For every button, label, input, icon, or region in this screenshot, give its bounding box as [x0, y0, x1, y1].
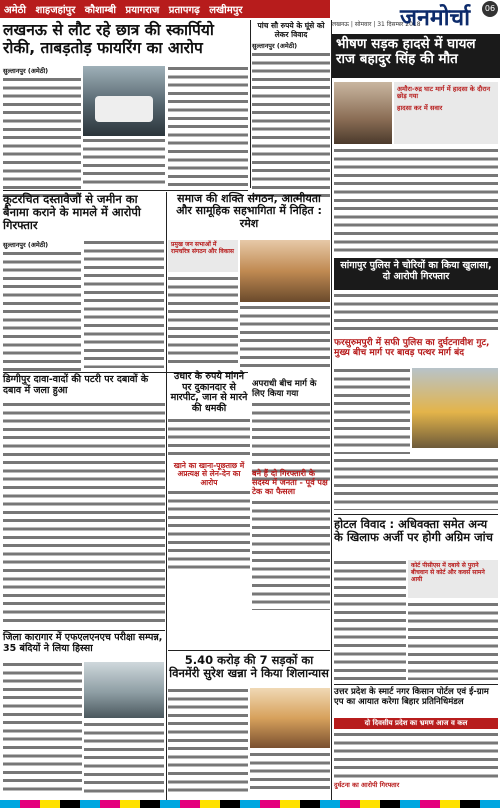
story-6	[337, 261, 495, 282]
column-rule	[166, 192, 167, 800]
body-text	[84, 722, 164, 794]
body-text	[3, 77, 81, 197]
car-photo	[83, 66, 165, 136]
story-4	[3, 193, 163, 232]
story-7	[334, 338, 498, 358]
body-text	[334, 732, 498, 780]
byline: सुल्तानपुर (अमेठी)	[252, 42, 298, 51]
story-13	[3, 633, 165, 654]
bullet-point: अमौरा-रुद्र घाट मार्ग में हादसा के दौरान छोड़ गया	[397, 85, 491, 101]
city-tag[interactable]: अमेठी	[4, 5, 27, 16]
story-12-body	[408, 602, 498, 680]
divider	[3, 630, 165, 631]
ceremony-photo	[250, 688, 330, 748]
headline: होटल विवाद : अधिवक्ता समेत अन्य के खिलाफ अर्जी पर होगी अग्रिम जांच	[334, 517, 493, 544]
story-15	[334, 688, 498, 707]
bullet-point: हादसा कर में सवार	[397, 103, 443, 112]
city-tag[interactable]: लखीमपुर	[209, 5, 243, 16]
story-15-body	[334, 732, 498, 789]
divider	[3, 190, 248, 191]
story-4-body	[84, 240, 164, 368]
story-5	[168, 193, 330, 230]
bulldozer-photo	[412, 368, 498, 448]
lead-story-body	[83, 138, 165, 186]
body-text	[334, 560, 406, 680]
story-14-body	[168, 688, 248, 794]
story-8-body	[3, 402, 165, 626]
masthead	[330, 0, 500, 34]
story-14	[168, 654, 330, 680]
body-text	[3, 251, 81, 371]
body-text	[334, 458, 498, 510]
column-rule	[250, 20, 251, 188]
divider	[168, 650, 330, 651]
headline: 5.40 करोड़ की 7 सड़कों का विनमेंरी सुरेश खन्ना ने किया शिलान्यास	[169, 653, 329, 680]
body-text	[3, 402, 165, 626]
divider	[334, 514, 498, 515]
body-text	[168, 418, 250, 458]
story-14-body	[250, 752, 330, 794]
color-registration-strip	[0, 800, 500, 808]
body-text	[252, 52, 330, 202]
headline: सांगापुर पुलिस ने चोरियों का किया खुलासा, दो आरोपी गिरफ्तार	[340, 260, 492, 282]
event-photo	[240, 240, 330, 302]
body-text	[84, 240, 164, 368]
story-3	[336, 37, 496, 67]
body-text	[3, 662, 82, 794]
story-9	[252, 380, 330, 482]
body-text	[168, 688, 248, 794]
body-text	[408, 602, 498, 680]
body-text	[334, 368, 410, 454]
headline: बने हैं दो गिरफ्तारी के सदस्य में जनता - पूर्व पक्ष टेक का फैसला	[252, 469, 328, 496]
divider	[334, 684, 498, 685]
headline: फरसुरुमपुरी में सफी पुलिस का दुर्घटनावीश गुट, मुख्य बीच मार्ग पर बावड़ पत्थर मार्ग बंद	[334, 338, 490, 359]
story-15-sub	[336, 719, 496, 727]
byline: सुल्तानपुर (अमेठी)	[3, 241, 49, 249]
story-8	[3, 375, 165, 396]
body-text	[240, 305, 330, 367]
body-text	[168, 66, 248, 186]
city-tag[interactable]: शाहजहांपुर	[35, 5, 76, 16]
story-7-body	[334, 368, 410, 454]
city-list	[4, 2, 249, 16]
body-text	[252, 500, 330, 610]
story-13-body	[84, 722, 164, 794]
body-text	[334, 148, 498, 254]
story-5-body	[240, 305, 330, 367]
story-2	[252, 22, 330, 202]
headline: अपराधी बीच मार्ग के लिए किया गया	[252, 379, 317, 399]
story-13-body	[3, 662, 82, 794]
headline: लखनऊ से लौट रहे छात्र की स्कार्पियो	[3, 21, 214, 39]
headline: डिग्गीपुर दावा-वादों की पटरी पर दबावों के दबाव में जला हुआ	[3, 374, 149, 396]
headline: समाज की शक्ति संगठन, आत्मीयता और सामूहिक सहभागिता में निहित : रमेश	[176, 192, 322, 230]
jail-photo	[84, 662, 164, 718]
body-text	[83, 138, 165, 186]
lead-story	[3, 22, 248, 58]
subheading: दो दिवसीय प्रदेश का भ्रमण आज व कल	[364, 719, 468, 727]
story-5-body	[168, 276, 238, 366]
headline: भीषण सड़क हादसे में घायल राज बहादुर सिंह की मौत	[336, 36, 476, 68]
bullet-list	[411, 563, 496, 584]
bullet-list	[171, 242, 236, 256]
kicker: पांच सौ रुपये के घूंसे को लेकर विवाद	[257, 21, 325, 39]
story-7-body	[334, 458, 498, 510]
newspaper-brand: जनमोर्चा	[400, 4, 471, 31]
headline: जिला कारागार में एफएलएनएच परीक्षा सम्पन्न, 35 बंदियों ने लिया हिस्सा	[3, 632, 163, 654]
story-11	[252, 470, 330, 610]
body-text	[168, 490, 250, 572]
dateline: लखनऊ | सोमवार | 31 दिसम्बर 2018	[332, 21, 421, 28]
bullet-list	[397, 86, 495, 112]
body-text	[334, 293, 498, 335]
headline: रोकी, ताबड़तोड़ फायरिंग का आरोप	[3, 39, 203, 58]
victim-photo	[334, 82, 392, 144]
subheading: दुर्घटना का आरोपी गिरफ्तार	[334, 781, 400, 789]
city-tag[interactable]: प्रयागराज	[125, 5, 160, 16]
headline: कूटरचित दस्तावेजों से जमीन का बैनामा कराने के मामले में आरोपी गिरफ्तार	[3, 192, 141, 232]
story-3-body	[334, 148, 498, 254]
headline: उधार के रुपये मांगने पर दुकानदार से मारपीट, जान से मारने की धमकी	[170, 371, 248, 414]
story-6-body	[334, 293, 498, 335]
column-rule	[331, 20, 332, 800]
body-text	[250, 752, 330, 794]
lead-story-body	[3, 66, 81, 197]
subheading: खाने का खाना-पूछताछ में अप्रत्यक्ष से लेन-देन का आरोप	[173, 460, 245, 487]
byline: सुल्तानपुर (अमेठी)	[3, 67, 49, 75]
story-10	[168, 372, 250, 572]
city-tag[interactable]: प्रतापगढ़	[168, 5, 200, 16]
story-12-body	[334, 560, 406, 680]
headline: उत्तर प्रदेश के स्मार्ट नगर किसान पोर्टल एवं ई-ग्राम एप का आयात करेगा बिहार प्रतिनिधिमंडल	[334, 687, 489, 707]
bullet-point: कोर्ट पीसीएस में दबाये से पुराने बीचवान से कोर्ट और कवर्स सामने आयी	[411, 562, 485, 583]
body-text	[168, 276, 238, 366]
page-number: 06	[482, 1, 498, 17]
story-12	[334, 518, 498, 544]
city-tag[interactable]: कौशाम्बी	[84, 5, 117, 16]
story-4-body	[3, 240, 81, 371]
bullet-point: प्रमुख जन सभाओं में रामचरित्र संगठन और विकास	[171, 241, 234, 255]
lead-story-body	[168, 66, 248, 186]
